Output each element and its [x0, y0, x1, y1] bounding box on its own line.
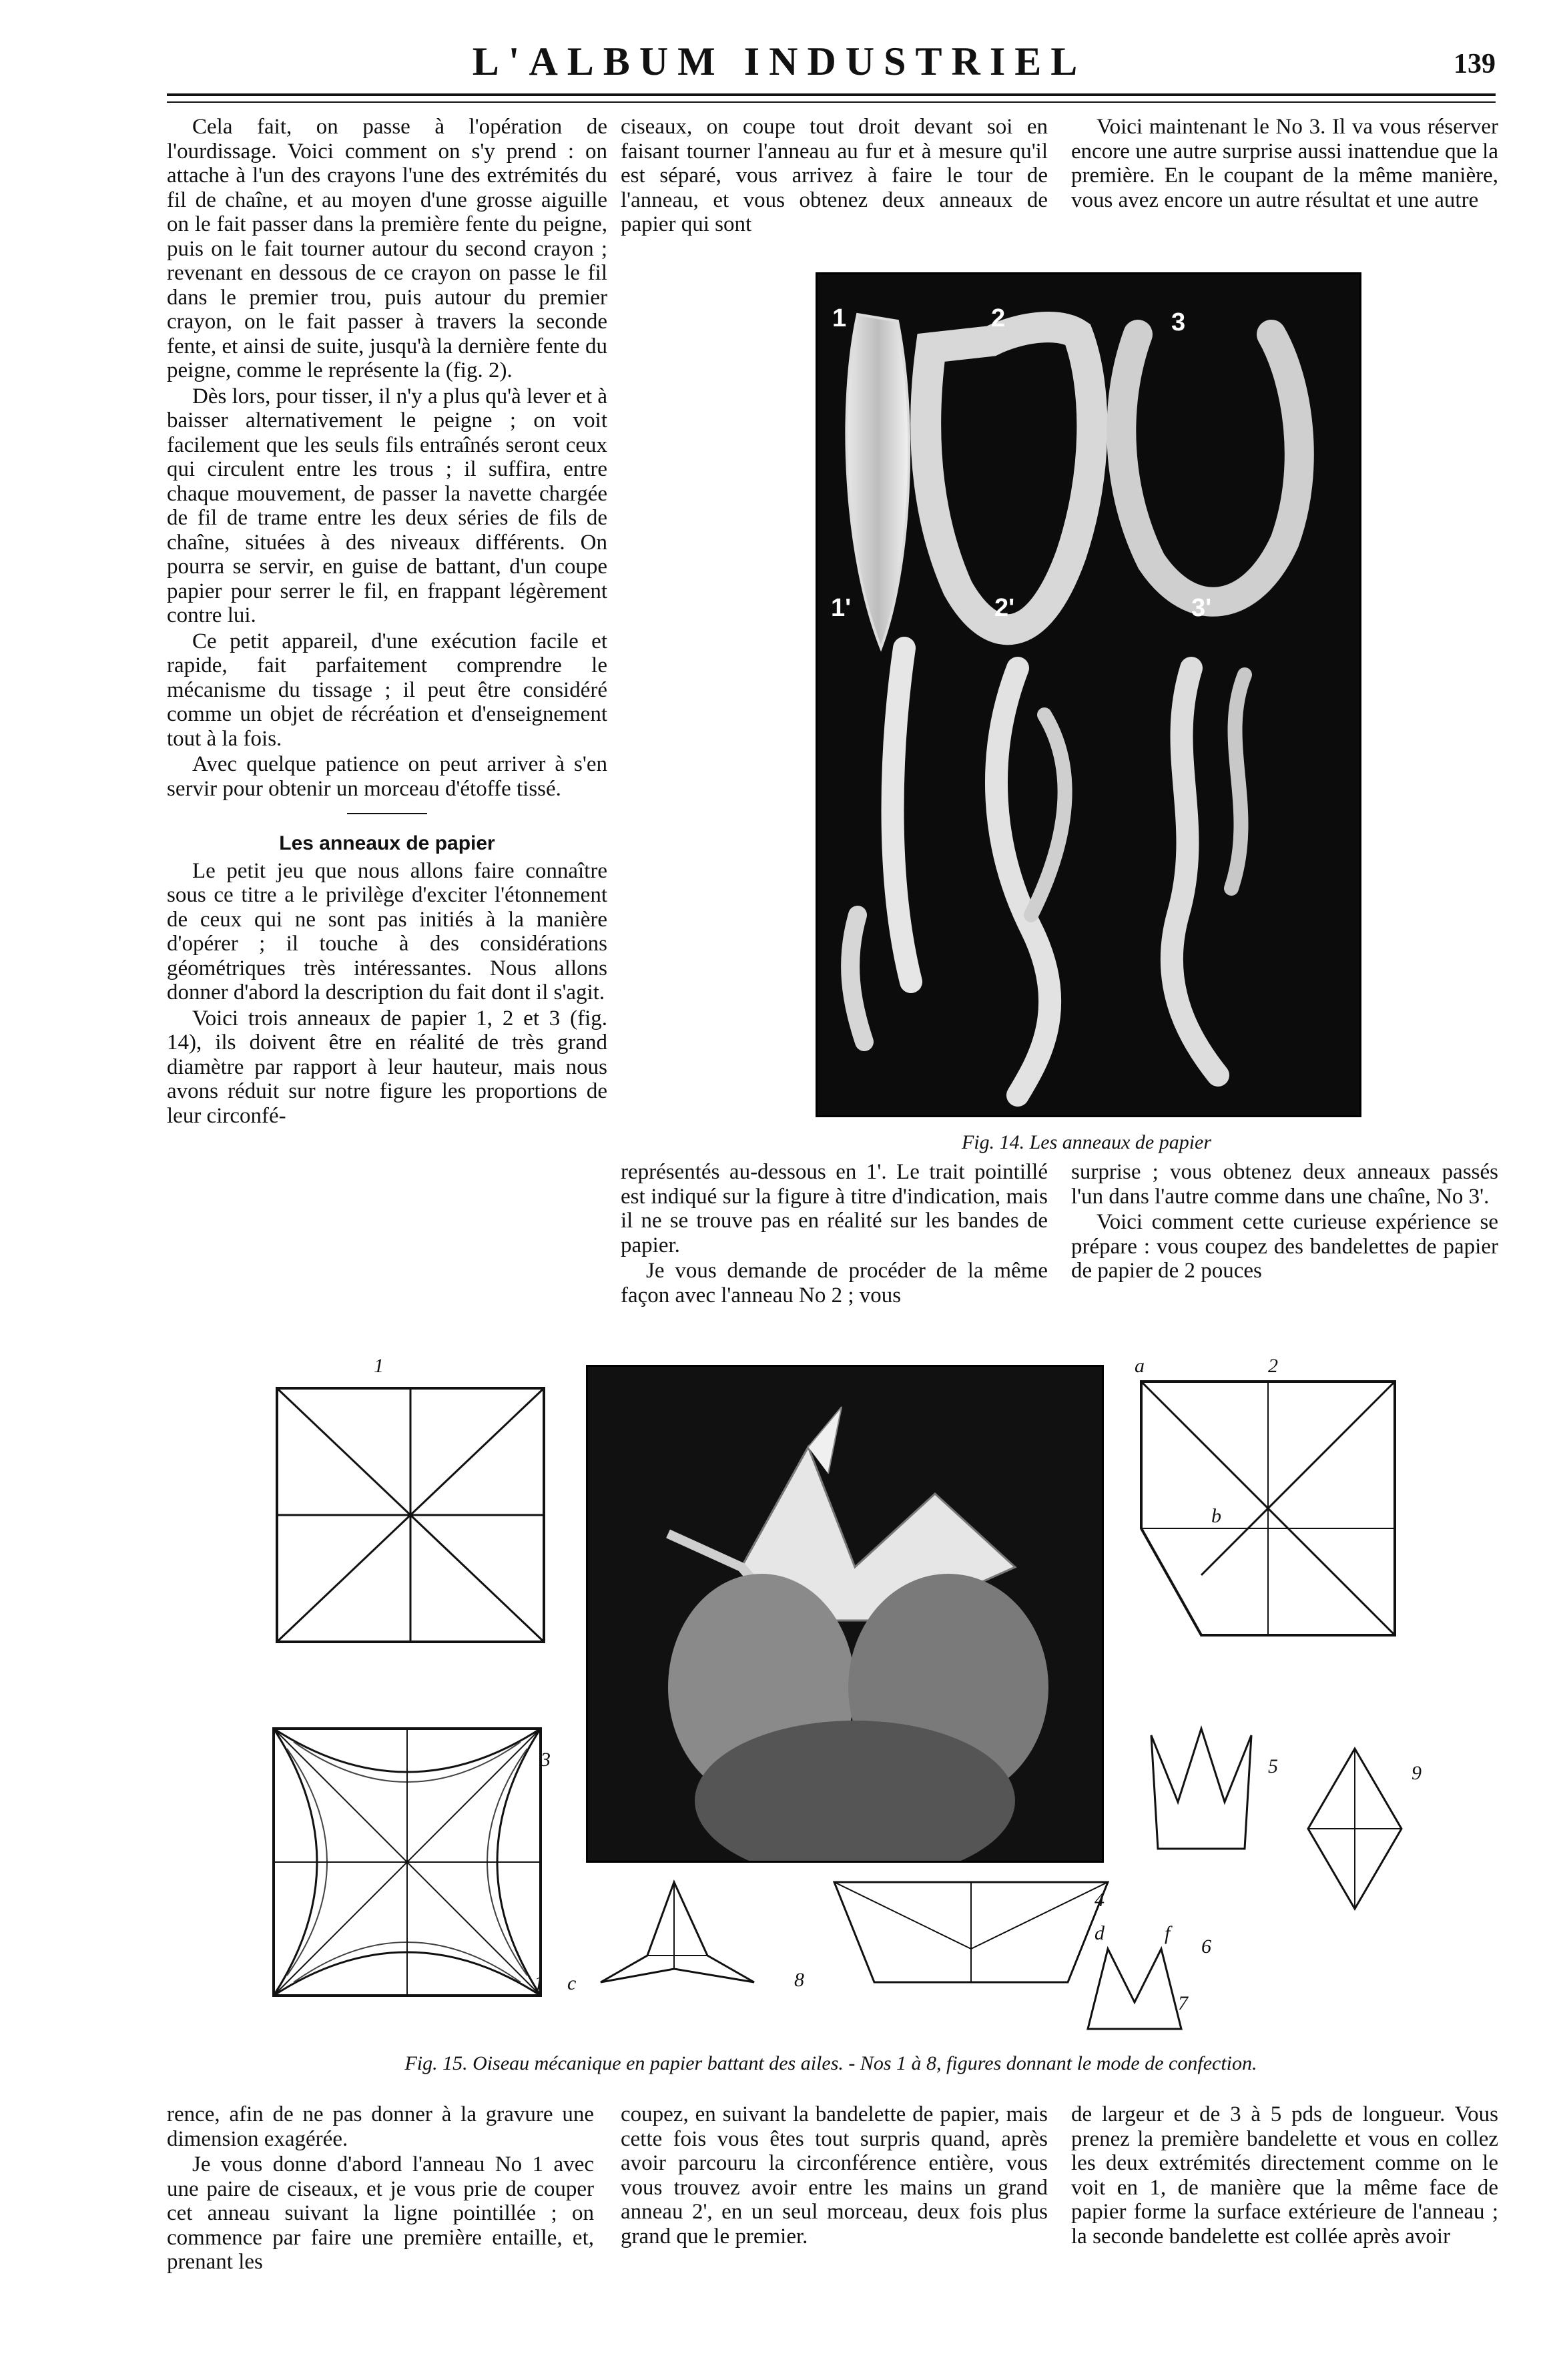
- paragraph: coupez, en suivant la bandelette de papier, mais cette fois vous êtes tout surpris quand, après avoir parcouru la circonférence entière, vous vous trouvez avoir entre les mains un grand anneau 2', en un seul morceau, deux fois plus grand que le premier.: [621, 2102, 1048, 2249]
- column-1: [167, 115, 607, 1343]
- paper-bird-illustration: [588, 1367, 1102, 1861]
- header-rule: [167, 93, 1496, 96]
- diagram-label-f: f: [1165, 1922, 1171, 1944]
- paper-rings-photo: [816, 272, 1361, 1117]
- diagram-label-7: 7: [1178, 1992, 1188, 2014]
- page-number: 139: [1454, 49, 1496, 79]
- section-heading: Les anneaux de papier: [279, 832, 495, 854]
- ring-label-3prime: 3': [1191, 594, 1212, 622]
- paragraph: ciseaux, on coupe tout droit devant soi en faisant tourner l'anneau au fur et à mesure qu'il est séparé, vous arrivez à faire le tour de l'anneau, et vous obtenez deux anneaux de papier qui sont: [621, 115, 1048, 236]
- fold-diagram-1: [270, 1382, 551, 1649]
- diagram-label-1b: 1: [534, 1972, 544, 1994]
- column-2-mid: [621, 1160, 1048, 1347]
- paragraph: Je vous demande de procéder de la même façon avec l'anneau No 2 ; vous: [621, 1259, 1048, 1307]
- column-3-top: [1071, 115, 1498, 275]
- ring-label-1prime: 1': [831, 594, 852, 622]
- paper-bird-photo: [586, 1365, 1104, 1863]
- paragraph: Voici trois anneaux de papier 1, 2 et 3 (fig. 14), ils doivent être en réalité de très grand diamètre par rapport à leur hauteur, mais nous avons réduit sur notre figure les proportions de leur circonfé-: [167, 1006, 607, 1128]
- fig14-caption: Fig. 14. Les anneaux de papier: [961, 1131, 1212, 1153]
- paragraph: Voici comment cette curieuse expérience se prépare : vous coupez des bandelettes de papier de papier de 2 pouces: [1071, 1210, 1498, 1283]
- journal-title: L'ALBUM INDUSTRIEL: [472, 39, 1087, 83]
- diagram-label-5: 5: [1268, 1755, 1278, 1777]
- paragraph: Avec quelque patience on peut arriver à s'en servir pour obtenir un morceau d'étoffe tissé.: [167, 752, 607, 801]
- paragraph: Le petit jeu que nous allons faire connaître sous ce titre a le privilège d'exciter l'étonnement de ceux qui ne sont pas initiés à la manière d'opérer ; il touche à des considérations géométriques très intéressantes. Nous allons donner d'abord la description du fait dont il s'agit.: [167, 858, 607, 1004]
- paragraph: surprise ; vous obtenez deux anneaux passés l'un dans l'autre comme dans une chaîne, No 3'.: [1071, 1160, 1498, 1209]
- diagram-label-6: 6: [1201, 1936, 1211, 1958]
- paragraph: Voici maintenant le No 3. Il va vous réserver encore une autre surprise aussi inattendue que la première. En le coupant de la même manière, vous avez encore un autre résultat et une autre: [1071, 115, 1498, 212]
- diagram-label-2: 2: [1268, 1355, 1278, 1377]
- diagram-label-c: c: [567, 1972, 577, 1994]
- bottom-column-2: [621, 2102, 1048, 2356]
- fold-diagram-4: [828, 1869, 1115, 1989]
- paragraph: rence, afin de ne pas donner à la gravure une dimension exagérée.: [167, 2102, 594, 2151]
- diagram-label-1: 1: [374, 1355, 384, 1377]
- diagram-label-a: a: [1135, 1355, 1145, 1377]
- ring-label-2prime: 2': [994, 594, 1015, 622]
- paragraph: Ce petit appareil, d'une exécution facile et rapide, fait parfaitement comprendre le mécanisme du tissage ; il peut être considéré comme un objet de récréation et d'enseignement tout à la fois.: [167, 629, 607, 751]
- fold-diagram-8: [574, 1869, 794, 2002]
- diagram-label-b: b: [1211, 1505, 1221, 1527]
- fold-diagram-5: [1145, 1722, 1258, 1855]
- fold-diagram-2: [1135, 1375, 1401, 1642]
- ring-label-3: 3: [1171, 308, 1186, 336]
- diagram-label-8: 8: [794, 1969, 804, 1991]
- paragraph: Cela fait, on passe à l'opération de l'ourdissage. Voici comment on s'y prend : on attache à l'un des crayons l'une des extrémités du fil de chaîne, et au moyen d'une grosse aiguille on le fait passer dans la première fente du peigne, puis on le fait tourner autour du second crayon ; revenant en dessous de ce crayon on passe le fil dans le premier trou, puis autour du premier crayon, on le fait passer à travers la seconde fente, et ainsi de suite, jusqu'à la dernière fente du peigne, comme le représente la (fig. 2).: [167, 115, 607, 382]
- fold-diagram-3: [267, 1722, 547, 2002]
- section-divider: [347, 813, 427, 814]
- paragraph: représentés au-dessous en 1'. Le trait pointillé est indiqué sur la figure à titre d'indication, mais il ne se trouve pas en réalité sur les bandes de papier.: [621, 1160, 1048, 1257]
- column-3-mid: [1071, 1160, 1498, 1347]
- fold-diagram-6: [1074, 1936, 1195, 2036]
- bottom-column-3: [1071, 2102, 1498, 2356]
- diagram-label-4: 4: [1095, 1889, 1105, 1911]
- paragraph: Je vous donne d'abord l'anneau No 1 avec une paire de ciseaux, et je vous prie de couper cet anneau suivant la ligne pointillée ; on commence par faire une première entaille, et, prenant les: [167, 2152, 594, 2274]
- bottom-column-1: [167, 2102, 594, 2356]
- diagram-label-d: d: [1095, 1922, 1105, 1944]
- ring-label-2: 2: [991, 304, 1006, 332]
- fig15-caption: Fig. 15. Oiseau mécanique en papier battant des ailes. - Nos 1 à 8, figures donnant le mode de confection.: [404, 2052, 1257, 2074]
- paragraph: de largeur et de 3 à 5 pds de longueur. Vous prenez la première bandelette et vous en collez les deux extrémités directement comme on le voit en 1, de manière que la même face de papier forme la surface extérieure de l'anneau ; la seconde bandelette est collée après avoir: [1071, 2102, 1498, 2249]
- header-rule-thin: [167, 101, 1496, 103]
- diagram-label-3: 3: [541, 1749, 551, 1771]
- column-2-top: [621, 115, 1048, 275]
- paper-rings-illustration: [818, 274, 1359, 1115]
- paragraph: Dès lors, pour tisser, il n'y a plus qu'à lever et à baisser alternativement le peigne ; on voit facilement que les seuls fils entraînés seront ceux qui circulent entre les trous ; il suffira, entre chaque mouvement, de passer la navette chargée de fil de trame entre les deux séries de fils de chaîne, situées à des niveaux différents. On pourra se servir, en guise de battant, d'un coupe papier pour serrer le fil, en frappant légèrement contre lui.: [167, 384, 607, 627]
- diagram-label-9: 9: [1412, 1762, 1422, 1784]
- fold-diagram-9: [1301, 1742, 1408, 1915]
- ring-label-1: 1: [832, 304, 847, 332]
